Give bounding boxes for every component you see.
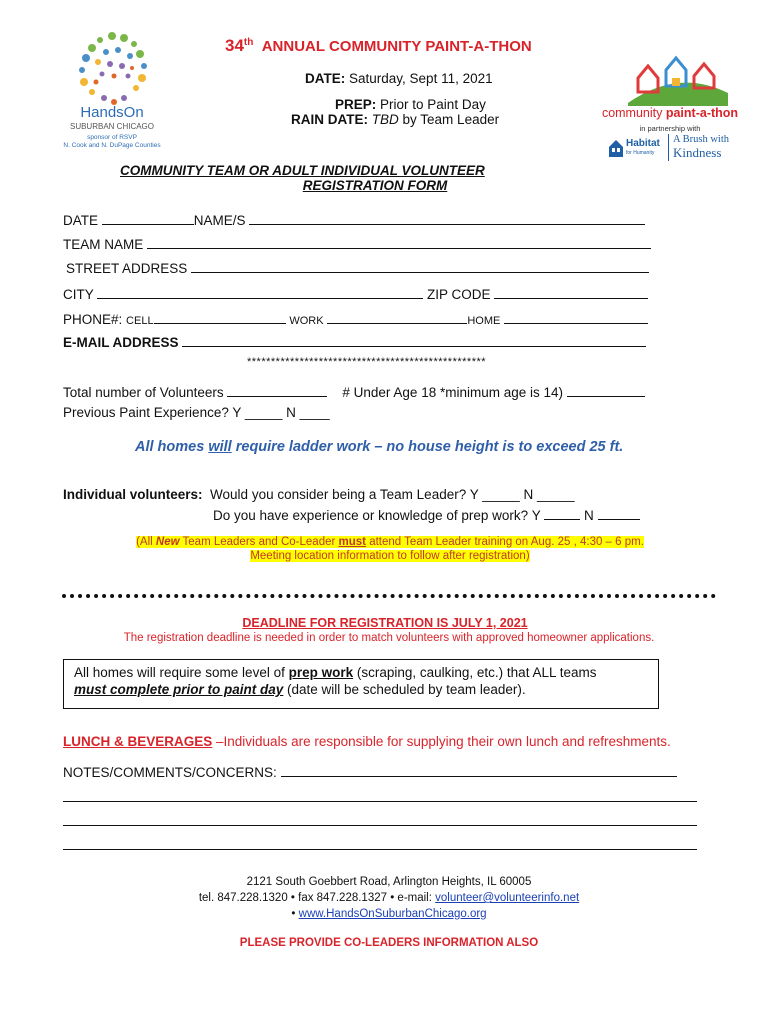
row-street (66, 258, 649, 276)
stars-divider: ************************************************** (247, 356, 487, 368)
notes-label: NOTES/COMMENTS/CONCERNS: (63, 765, 277, 780)
cpat-partner: in partnership with (639, 124, 701, 133)
brush-a: A Brush with (673, 134, 730, 145)
cpat-name-bold: paint-a-thon (665, 106, 739, 120)
must-complete-emphasis: must complete prior to paint day (74, 682, 284, 697)
form-heading-line2: REGISTRATION FORM (302, 178, 448, 193)
training-p2: Team Leaders and Co-Leader (179, 536, 339, 548)
work-field[interactable] (327, 309, 467, 324)
footer-contact (0, 892, 770, 904)
training-line1 (108, 536, 672, 548)
under-18-label: # Under Age 18 *minimum age is 14) (342, 385, 564, 400)
row-date-names (63, 210, 645, 228)
ladder-part1: All homes (135, 439, 209, 455)
habitat-name: Habitat (626, 138, 660, 149)
brush-kindness-logo (668, 134, 729, 161)
individual-label: Individual volunteers: (63, 487, 203, 502)
website-link[interactable]: www.HandsOnSuburbanChicago.org (298, 908, 487, 920)
habitat-house-icon (608, 138, 624, 158)
lunch-label: LUNCH & BEVERAGES (63, 734, 213, 749)
notes-field-2[interactable] (63, 801, 697, 802)
page-title (225, 36, 532, 56)
individual-q2-row (213, 505, 640, 523)
email-field[interactable] (182, 332, 646, 347)
handson-logo (52, 26, 172, 150)
zip-field[interactable] (494, 284, 648, 299)
prep-work-box (63, 659, 659, 709)
prep-box-line2: must complete prior to paint day (date will be scheduled by team leader). (74, 682, 526, 697)
date-field[interactable] (102, 210, 194, 225)
rain-label: RAIN DATE: (291, 112, 368, 127)
rain-date (291, 112, 499, 127)
individual-q2: Do you have experience or knowledge of prep work? Y (213, 508, 541, 523)
handson-counties: N. Cook and N. DuPage Counties (63, 142, 161, 149)
event-date (305, 71, 493, 86)
footer-bullet: • (291, 908, 296, 920)
row-city-zip (63, 284, 648, 302)
names-field[interactable] (249, 210, 645, 225)
city-field[interactable] (97, 284, 423, 299)
under-18-field[interactable] (567, 382, 645, 397)
previous-experience: Previous Paint Experience? Y _____ N ____ (63, 405, 330, 420)
email-link[interactable]: volunteer@volunteerinfo.net (435, 892, 580, 904)
cell-field[interactable] (154, 309, 286, 324)
paint-a-thon-logo (600, 48, 740, 166)
home-field[interactable] (504, 309, 648, 324)
form-heading (110, 163, 550, 193)
row-email (63, 332, 646, 350)
form-heading-line1: COMMUNITY TEAM OR ADULT INDIVIDUAL VOLUNTEER (120, 163, 485, 178)
prep-value: Prior to Paint Day (380, 97, 486, 112)
rain-value-italic: TBD (371, 112, 399, 127)
training-p1: (All (136, 536, 156, 548)
ladder-will: will (208, 439, 232, 455)
individual-q1: Would you consider being a Team Leader? Y _____ N _____ (210, 487, 575, 502)
date-field-label: DATE (63, 213, 99, 228)
handson-sub: SUBURBAN CHICAGO (69, 122, 154, 131)
date-label: DATE: (305, 71, 346, 86)
prep-exp-no-field[interactable] (598, 505, 640, 520)
handson-dots-icon (52, 26, 172, 108)
total-volunteers-field[interactable] (227, 382, 327, 397)
names-field-label: NAME/S (193, 213, 246, 228)
habitat-logo (608, 136, 668, 160)
street-label: STREET ADDRESS (66, 261, 188, 276)
footer-website (0, 908, 770, 920)
footer-address: 2121 South Goebbert Road, Arlington Heights, IL 60005 (246, 876, 532, 888)
team-name-field[interactable] (147, 234, 651, 249)
cell-label: CELL (126, 315, 154, 327)
deadline-title: DEADLINE FOR REGISTRATION IS JULY 1, 2021 (242, 616, 528, 630)
title-text: ANNUAL COMMUNITY PAINT-A-THON (261, 38, 532, 55)
total-volunteers-label: Total number of Volunteers (63, 385, 224, 400)
training-p3: attend Team Leader training on Aug. 25 , 4:30 – 6 pm. (366, 536, 644, 548)
lunch-notice (63, 734, 671, 749)
work-label: WORK (289, 315, 324, 327)
row-phone (63, 309, 648, 327)
team-name-label: TEAM NAME (63, 237, 144, 252)
ladder-notice (135, 439, 623, 455)
notes-field-4[interactable] (63, 849, 697, 850)
co-leaders-notice: PLEASE PROVIDE CO-LEADERS INFORMATION ALSO (239, 937, 539, 949)
deadline-text: The registration deadline is needed in order to match volunteers with approved homeowner applications. (123, 632, 655, 644)
prep-date (335, 97, 486, 112)
notes-row (63, 762, 677, 780)
individual-n: N (584, 508, 594, 523)
brush-b: Kindness (673, 145, 722, 160)
notes-field-3[interactable] (63, 825, 697, 826)
ladder-part2: require ladder work – no house height is to exceed 25 ft. (231, 439, 624, 455)
handson-name: HandsOn (80, 104, 144, 121)
home-label: HOME (467, 315, 501, 327)
houses-icon (618, 48, 738, 108)
handson-sponsor: sponsor of RSVP (87, 134, 137, 141)
prep-box-line1: All homes will require some level of prep work (scraping, caulking, etc.) that ALL teams (74, 665, 597, 680)
training-new: New (155, 536, 180, 548)
dotted-divider (62, 594, 716, 598)
cpat-name (600, 106, 740, 120)
prep-label: PREP: (335, 97, 377, 112)
prep-work-emphasis: prep work (288, 665, 354, 680)
training-line2: Meeting location information to follow after registration) (250, 550, 530, 562)
training-notice (108, 536, 672, 562)
date-value: Saturday, Sept 11, 2021 (349, 71, 493, 86)
title-number: 34 (225, 36, 244, 55)
title-suffix: th (243, 37, 254, 48)
zip-label: ZIP CODE (427, 287, 491, 302)
street-field[interactable] (191, 258, 649, 273)
row-team-name (63, 234, 651, 252)
prep-exp-yes-field[interactable] (544, 505, 580, 520)
footer-contact-text: tel. 847.228.1320 • fax 847.228.1327 • e-mail: (198, 892, 436, 904)
notes-field-1[interactable] (281, 762, 677, 777)
rain-value-rest: by Team Leader (402, 112, 500, 127)
habitat-sub: for Humanity (626, 150, 655, 156)
phone-label: PHONE#: (63, 312, 123, 327)
individual-q1-row (63, 487, 575, 502)
cpat-name-plain: community (601, 106, 666, 120)
email-label: E-MAIL ADDRESS (63, 335, 179, 350)
city-label: CITY (63, 287, 94, 302)
row-volunteers (63, 382, 645, 400)
lunch-text: –Individuals are responsible for supplying their own lunch and refreshments. (212, 734, 671, 749)
training-must: must (338, 536, 367, 548)
